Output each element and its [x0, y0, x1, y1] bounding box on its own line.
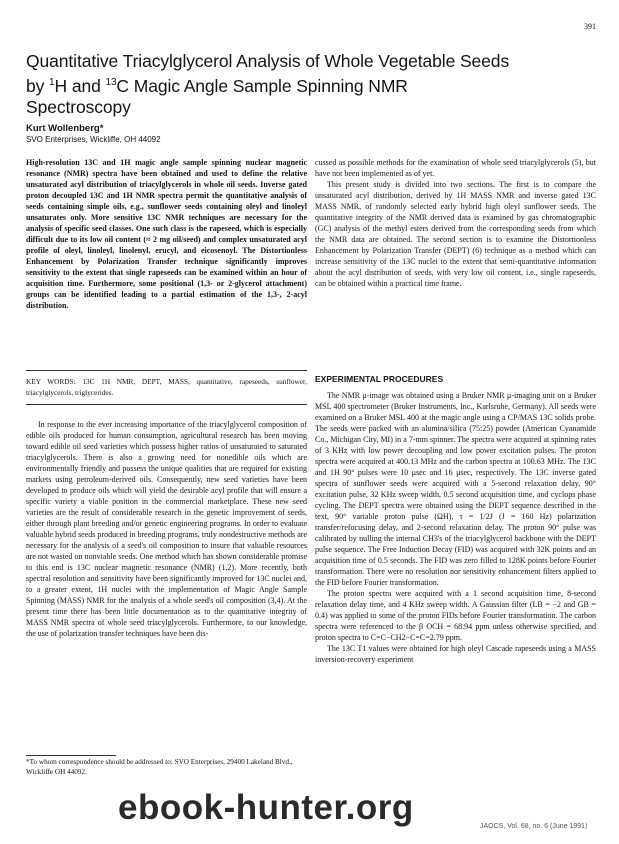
title-line-2a: by	[26, 75, 50, 96]
journal-reference: JAOCS, Vol. 68, no. 6 (June 1991)	[480, 823, 588, 830]
abstract-text: High-resolution 13C and 1H magic angle sample spinning nuclear magnetic resonance (NMR) spectra have been obtained and used to define the relative unsaturated acyl distribution of triacylglycerols in whole oil seeds. Inverse gated proton decoupled 13C and 1H NMR spectra permit the quantitative analysis of seeds containing simple oils, e.g., sunflower seeds containing oleyl and linoleyl unsaturates only. More sensitive 13C NMR techniques are necessary for the analysis of specific seed classes. One such class is the rapeseed, which is especially difficult due to its low oil content (≈ 2 mg oil/seed) and complex unsaturated acyl profile of oleyl, linoleyl, linolenyl, erucyl, and eicosenoyl. The Distortionless Enhancement by Polarization Transfer technique significantly improves sensitivity to the extent that single rapeseeds can be examined within an hour of acquisition time. Furthermore, some positional (1,3- or 2-glycerol attachment) groups can be identified leading to a partial estimation of the 1,3-, 2-acyl distribution.	[26, 158, 307, 310]
page-number: 391	[584, 22, 596, 31]
paper-title	[26, 51, 586, 118]
title-sup-c: 13	[105, 77, 117, 88]
keywords-text: KEY WORDS: 13C 1H NMR, DEPT, MASS, quantitative, rapeseeds, sunflower, triacylglycerols, triglycerides.	[26, 377, 307, 397]
title-line-2c: C Magic Angle Sample Spinning NMR	[116, 75, 408, 96]
footnote-rule	[26, 755, 116, 756]
experimental-paragraph-3: The 13C T1 values were obtained for high oleyl Cascade rapeseeds using a MASS inversion-recovery experiment	[315, 644, 596, 664]
introduction	[26, 419, 307, 639]
author-affiliation: SVO Enterprises, Wickliffe, OH 44092	[26, 135, 161, 144]
right-paragraph-1: cussed as possible methods for the examination of whole seed triacylglycerols (5), but have not been implemented as of yet.	[315, 158, 596, 178]
experimental-paragraph-1: The NMR μ-image was obtained using a Bruker NMR μ-imaging unit on a Bruker MSL 400 spectrometer (Bruker Instruments, Inc., Karlsruhe, Germany). All seeds were examined on a Bruker MSL 400 at the magic angle using a CP/MAS 13C solids probe. The seeds were packed with an alumina/silica (75:25) powder (American Cyanamide Co., Michigan City, MI) in a 7-mm spinner. The spectra were acquired at spinning rates of 3 KHz with low power decoupling and low power excitation pulses. The proton spectra were acquired at 400.13 MHz and the carbon spectra at 100.63 MHz. The 13C and 1H 90° pulses were 10 μsec and 16 μsec, respectively. The 13C inverse gated spectra of sunflower seeds were acquired with a 5-second relaxation delay, 90° excitation pulse, 32 KHz sweep width, 0.5 second acquisition time, and cyclops phase cycling. The DEPT spectra were obtained using the DEPT sequence described in the text, 90° variable proton pulse (ΩH), τ = 1/2J (J = 160 Hz) polarization transfer/refocusing delay, and 2-second relaxation delay. The proton 90° pulse was calibrated by nulling the internal CH3's of the triacylglycerol backbone with the DEPT pulse sequence. The Free Induction Decay (FID) was acquired with 32K points and an acquisition time of 0.5 seconds. The FID was zero filled to 128K points before Fourier transformation. There were no resolution nor sensitivity enhancement filters applied to the FID before Fourier transformation.	[315, 391, 596, 587]
keywords-top-rule	[26, 370, 307, 371]
watermark: ebook-hunter.org	[118, 788, 414, 827]
keywords	[26, 377, 307, 398]
experimental-procedures	[315, 390, 596, 665]
title-line-3: Spectroscopy	[26, 96, 131, 117]
author-name: Kurt Wollenberg*	[26, 123, 104, 134]
section-heading-experimental: EXPERIMENTAL PROCEDURES	[315, 374, 444, 384]
abstract	[26, 157, 307, 311]
keywords-bottom-rule	[26, 404, 307, 405]
right-paragraph-2: This present study is divided into two sections. The first is to compare the unsaturated acyl distribution, derived by 1H MASS NMR and inverse gated 13C MASS NMR, of randomly selected early hybrid high oleyl sunflower seeds. The quantitative integrity of the NMR derived data is examined by gas chromatographic (GC) analysis of the methyl esters derived from the corresponding seeds from which the NMR data are obtained. The second section is to examine the Distortionless Enhancement by Polarization Transfer (DEPT) (6) technique as a method which can increase sensitivity of the 13C nuclei to the extent that semi-quantitative information about the acyl distribution of seeds, with very low oil content, i.e., single rapeseeds, can be obtained within a practical time frame.	[315, 180, 596, 288]
footnote: *To whom correspondence should be addressed to: SVO Enterprises, 29400 Lakeland Blvd., Wickliffe OH 44092.	[26, 758, 293, 776]
title-line-1: Quantitative Triacylglycerol Analysis of Whole Vegetable Seeds	[26, 51, 510, 71]
experimental-paragraph-2: The proton spectra were acquired with a 1 second acquisition time, 8-second relaxation delay time, and 4 KHz sweep width. A Gaussian filter (LB = −2 and GB = 0.4) was applied to some of the proton FIDs before Fourier transformation. The carbon spectra were referenced to the β OCH = 68.94 ppm unless otherwise specified, and proton spectra to C=C−CH2−C=C=2.79 ppm.	[315, 589, 596, 642]
title-line-2b: H and	[54, 75, 106, 96]
title-sup-h: 1	[49, 77, 55, 88]
intro-paragraph: In response to the ever increasing importance of the triacylglycerol composition of edible oils produced for human consumption, agricultural research has been moving toward edible oil seed varieties which possess higher ratios of unsaturated to saturated triacylglycerols. There is also a growing need for nonedible oils which are environmentally friendly and possess the unique qualities that are required for existing markets using petroleum-derived oils. Consequently, new seed varieties have been developed to produce oils which will yield the desirable acyl profile that will ensure a specific variety a viable position in the commercial marketplace. These new seed varieties are the result of considerable research in the genetic improvement of seeds, either through plant breeding and/or genetic engineering programs. In order to evaluate valuable hybrid seeds produced in breeding programs, truly nondestructive methods are necessary for the analysis of a seed's oil composition to insure that valuable resources are not wasted on nonviable seeds. One method which has shown considerable promise to this end is 13C nuclear magnetic resonance (NMR) (1,2). More recently, both spectral resolution and sensitivity have been significantly improved for 13C nuclei and, to a greater extent, 1H nuclei with the implementation of Magic Angle Sample Spinning (MASS) NMR for the analysis of a whole seed's oil composition (3,4). At the present time there has been little documentation as to the quantitative integrity of MASS NMR spectra of whole seed triacylglycerols. Furthermore, to our knowledge, the use of polarization transfer techniques have been dis-	[26, 420, 307, 638]
right-column-intro	[315, 157, 596, 289]
